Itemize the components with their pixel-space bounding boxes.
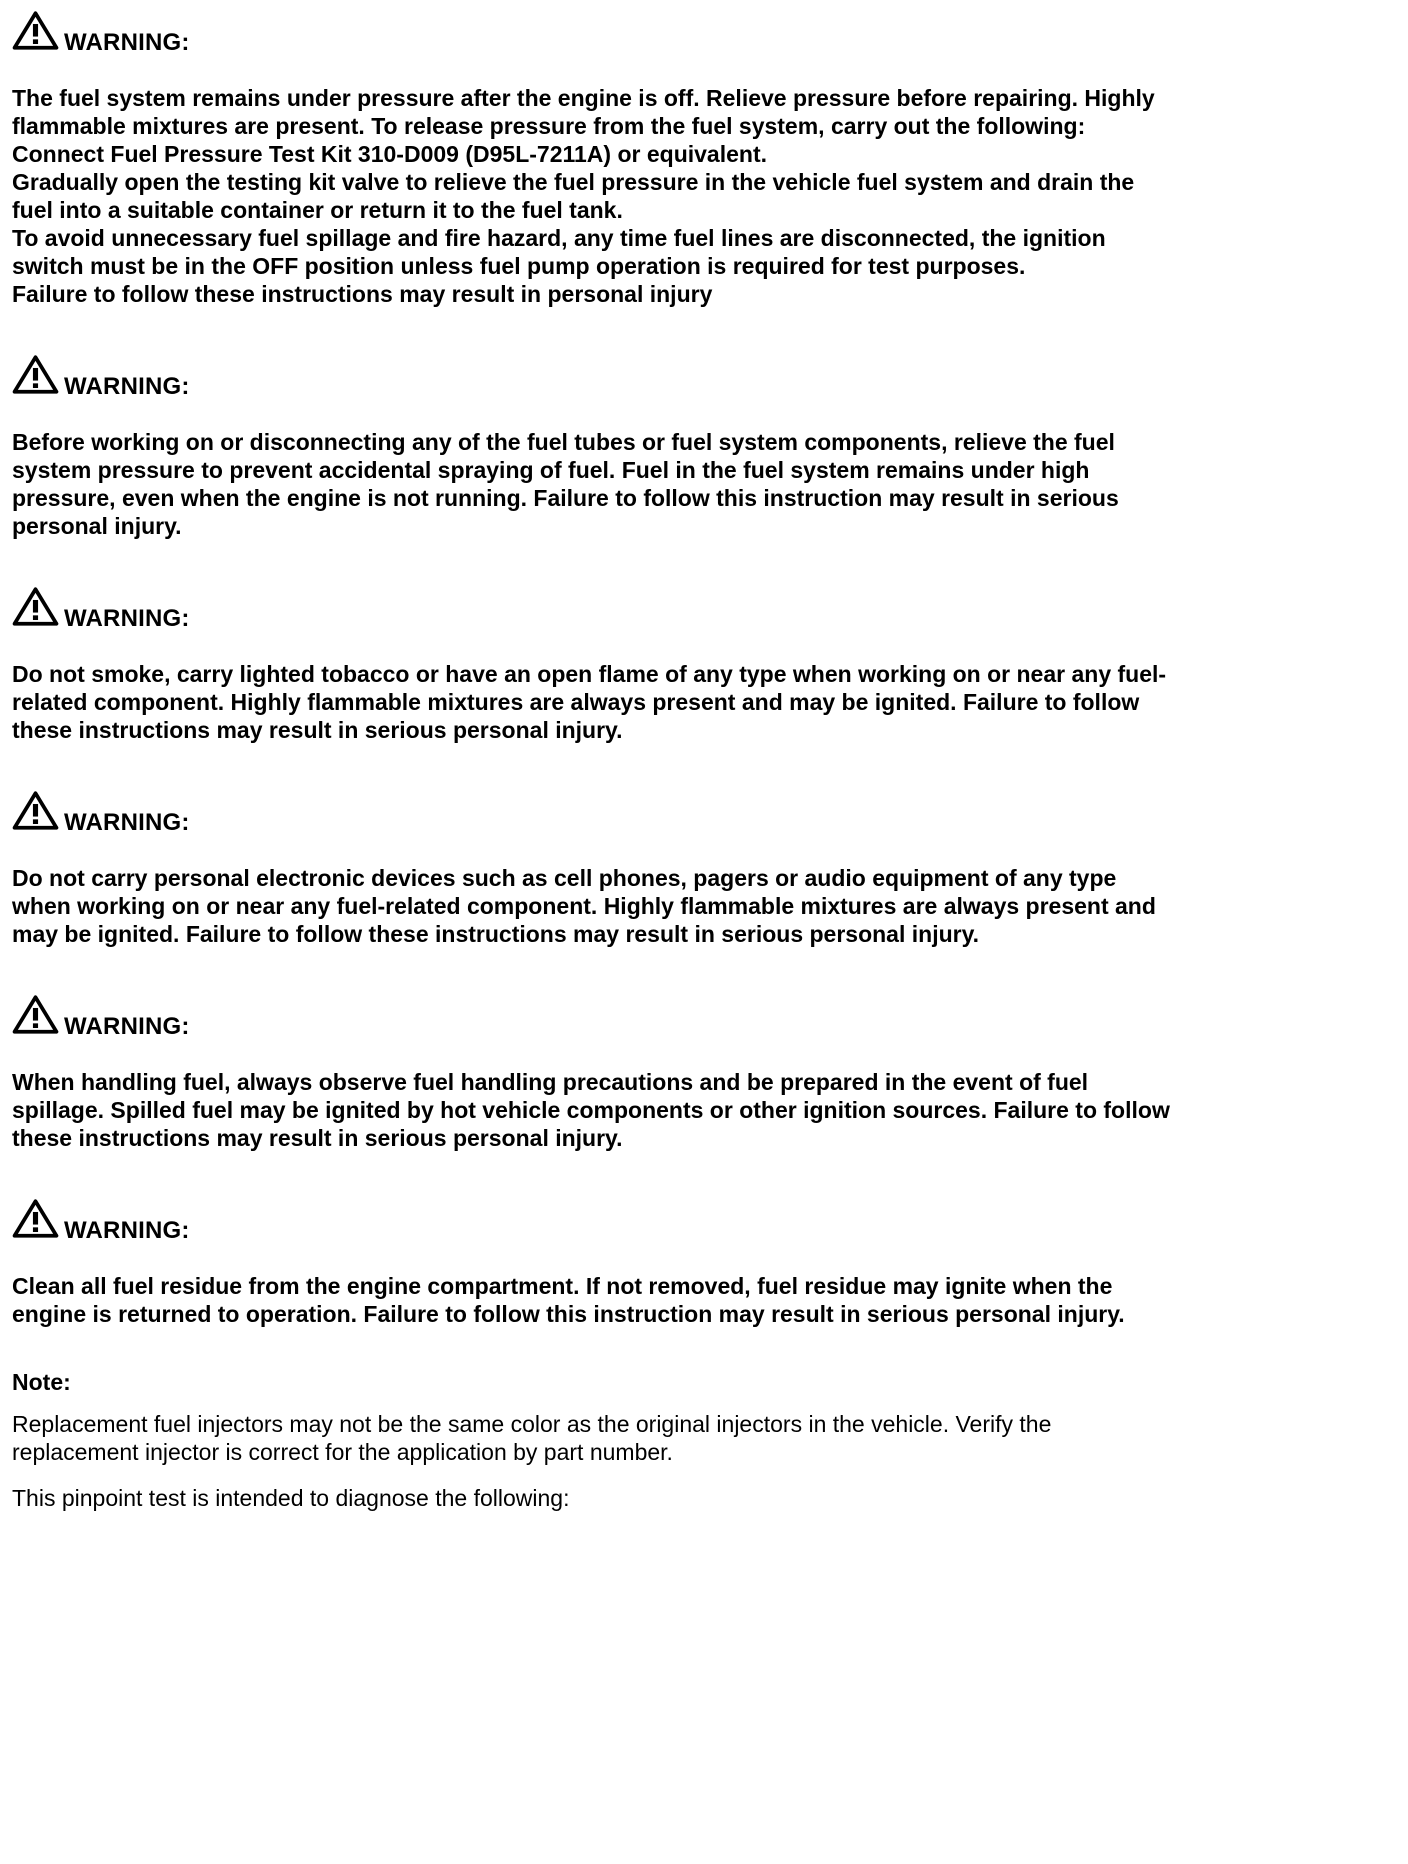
warning-section xyxy=(12,354,1172,540)
warning-header xyxy=(12,586,1172,632)
warning-text: Connect Fuel Pressure Test Kit 310-D009 (D95L-7211A) or equivalent. xyxy=(12,141,767,167)
warning-text: Clean all fuel residue from the engine compartment. If not removed, fuel residue may ignite when the engine is returned to operation. Failure to follow this instruction may result in serious personal injury. xyxy=(12,1273,1125,1327)
warning-label: WARNING: xyxy=(64,1217,190,1244)
warning-header xyxy=(12,994,1172,1040)
note-label: Note: xyxy=(12,1369,71,1395)
warning-section xyxy=(12,994,1172,1152)
warning-label: WARNING: xyxy=(64,1013,190,1040)
warning-label: WARNING: xyxy=(64,29,190,56)
warning-body xyxy=(12,660,1172,744)
warning-triangle-icon xyxy=(12,994,59,1040)
warning-section xyxy=(12,586,1172,744)
warning-label: WARNING: xyxy=(64,373,190,400)
warning-body xyxy=(12,864,1172,948)
warning-body xyxy=(12,428,1172,540)
note-text: Replacement fuel injectors may not be the same color as the original injectors in the vehicle. Verify the replacement injector is correct for the application by part number. xyxy=(12,1411,1052,1465)
warning-text: Do not smoke, carry lighted tobacco or have an open flame of any type when working on or near any fuel-related component. Highly flammable mixtures are always present and may be ignited. Failure to follow these instructions may result in serious personal injury. xyxy=(12,661,1167,743)
warning-triangle-icon xyxy=(12,586,59,632)
warning-triangle-icon xyxy=(12,354,59,400)
warning-text: Gradually open the testing kit valve to relieve the fuel pressure in the vehicle fuel system and drain the fuel into a suitable container or return it to the fuel tank. xyxy=(12,169,1135,223)
warning-text: Do not carry personal electronic devices such as cell phones, pagers or audio equipment of any type when working on or near any fuel-related component. Highly flammable mixtures are always present and may be ignited. Failure to follow these instructions may result in serious personal injury. xyxy=(12,865,1156,947)
warning-section xyxy=(12,1198,1172,1328)
note-section xyxy=(12,1368,1172,1512)
warning-section xyxy=(12,790,1172,948)
warning-text: Failure to follow these instructions may result in personal injury xyxy=(12,281,713,307)
pinpoint-test-intro: This pinpoint test is intended to diagnose the following: xyxy=(12,1485,570,1511)
warning-text: The fuel system remains under pressure after the engine is off. Relieve pressure before repairing. Highly flammable mixtures are present. To release pressure from the fuel system, carry out the following: xyxy=(12,85,1155,139)
warning-section xyxy=(12,10,1172,308)
warning-triangle-icon xyxy=(12,790,59,836)
warning-label: WARNING: xyxy=(64,605,190,632)
warning-text: Before working on or disconnecting any of the fuel tubes or fuel system components, relieve the fuel system pressure to prevent accidental spraying of fuel. Fuel in the fuel system remains under high pressure, even when the engine is not running. Failure to follow this instruction may result in serious personal injury. xyxy=(12,429,1119,539)
warning-header xyxy=(12,10,1172,56)
warning-triangle-icon xyxy=(12,10,59,56)
warning-header xyxy=(12,1198,1172,1244)
warning-body xyxy=(12,1068,1172,1152)
warning-header xyxy=(12,790,1172,836)
warning-text: To avoid unnecessary fuel spillage and fire hazard, any time fuel lines are disconnected, the ignition switch must be in the OFF position unless fuel pump operation is required for test purposes. xyxy=(12,225,1106,279)
warning-header xyxy=(12,354,1172,400)
warning-text: When handling fuel, always observe fuel handling precautions and be prepared in the event of fuel spillage. Spilled fuel may be ignited by hot vehicle components or other ignition sources. Failure to follow these instructions may result in serious personal injury. xyxy=(12,1069,1170,1151)
warnings-container xyxy=(12,10,1172,1328)
warning-label: WARNING: xyxy=(64,809,190,836)
warning-body xyxy=(12,1272,1172,1328)
warning-body xyxy=(12,84,1172,308)
warning-triangle-icon xyxy=(12,1198,59,1244)
